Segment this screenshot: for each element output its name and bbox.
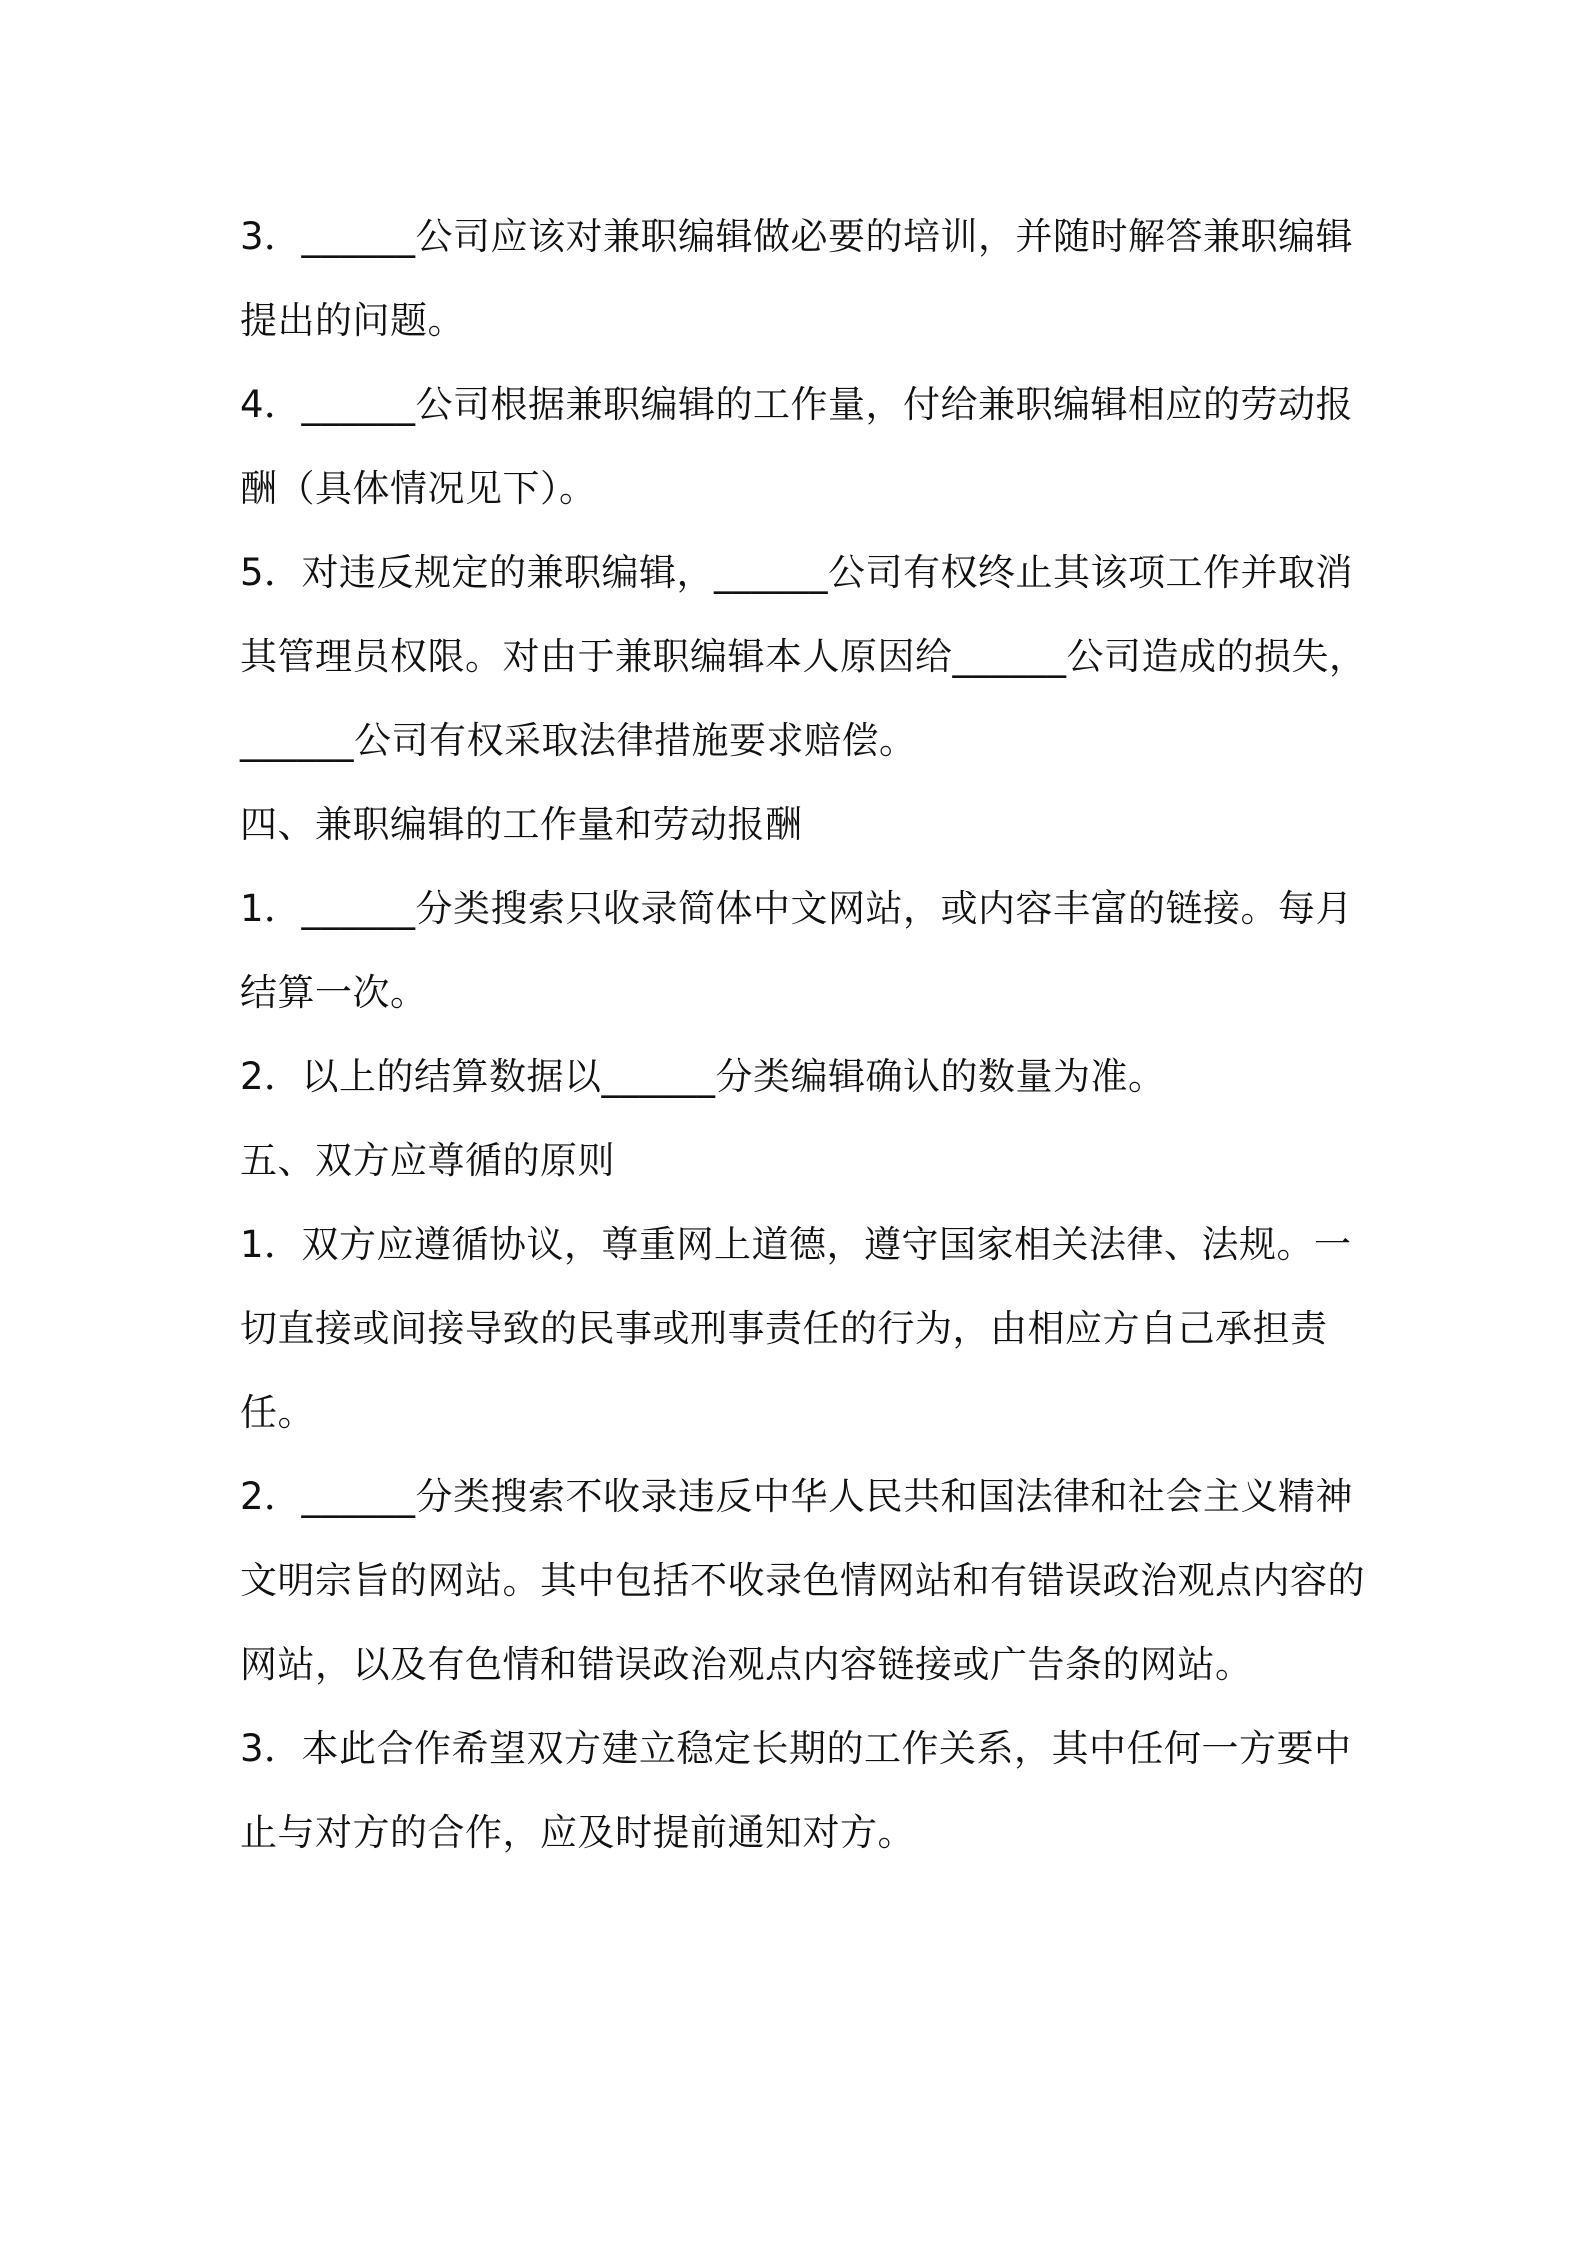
workload-clause-1: 1．______分类搜索只收录简体中文网站，或内容丰富的链接。每月结算一次。 [240,887,1354,1014]
clause-3-training: 3．______公司应该对兼职编辑做必要的培训，并随时解答兼职编辑提出的问题。 [240,215,1354,342]
principle-clause-2: 2．______分类搜索不收录违反中华人民共和国法律和社会主义精神文明宗旨的网站。其中包括不收录色情网站和有错误政治观点内容的网站，以及有色情和错误政治观点内容链接或广告条的网站。 [240,1475,1365,1686]
workload-clause-2: 2．以上的结算数据以______分类编辑确认的数量为准。 [240,1055,1166,1098]
document-body [240,195,1368,1875]
clause-4-remuneration: 4．______公司根据兼职编辑的工作量，付给兼职编辑相应的劳动报酬（具体情况见下）。 [240,383,1354,510]
section-heading-workload: 四、兼职编辑的工作量和劳动报酬 [240,803,803,846]
principle-clause-1: 1．双方应遵循协议，尊重网上道德，遵守国家相关法律、法规。一切直接或间接导致的民事或刑事责任的行为，由相应方自己承担责任。 [240,1223,1352,1434]
principle-clause-3: 3．本此合作希望双方建立稳定长期的工作关系，其中任何一方要中止与对方的合作，应及时提前通知对方。 [240,1727,1352,1854]
clause-5-violation: 5．对违反规定的兼职编辑，______公司有权终止其该项工作并取消其管理员权限。对由于兼职编辑本人原因给______公司造成的损失，______公司有权采取法律措施要求赔偿。 [240,551,1367,762]
section-heading-principles: 五、双方应尊循的原则 [240,1139,615,1182]
